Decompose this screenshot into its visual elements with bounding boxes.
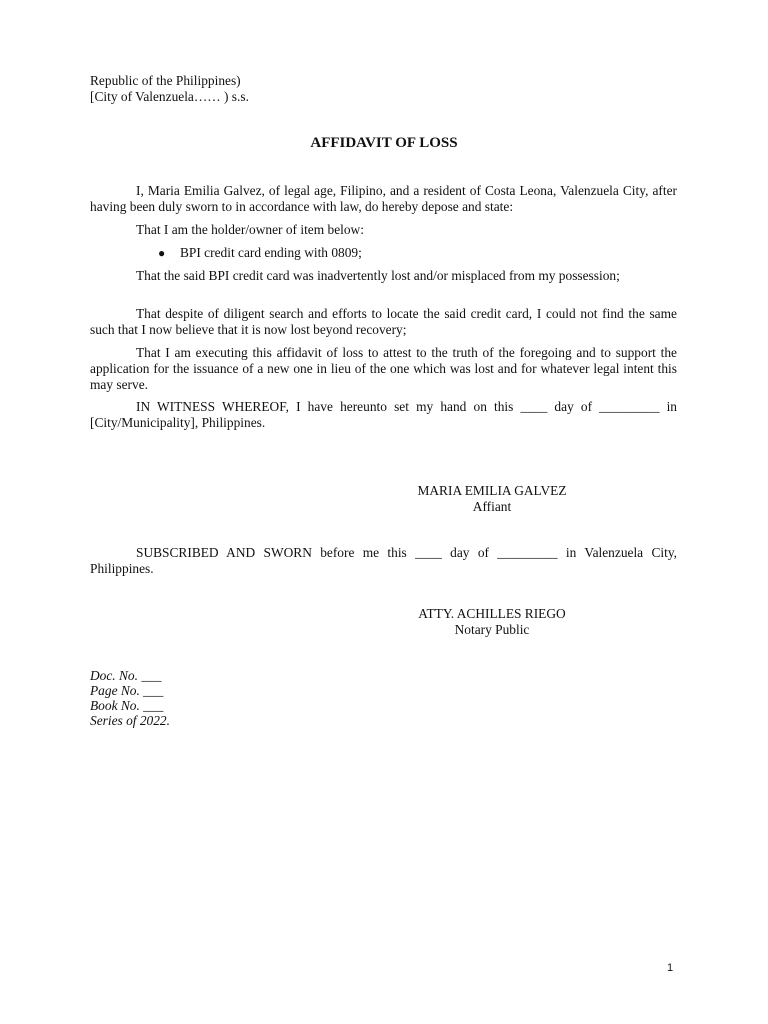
witness-paragraph: IN WITNESS WHEREOF, I have hereunto set my hand on this ____ day of _________ in [City/Municipality], Philippines. (90, 399, 677, 430)
venue-header (90, 73, 677, 105)
intro-paragraph: I, Maria Emilia Galvez, of legal age, Filipino, and a resident of Costa Leona, Valenzuela City, after having been duly sworn to in accordance with law, do hereby depose and state: (90, 183, 677, 214)
doc-number: Doc. No. ___ (90, 668, 162, 683)
holder-paragraph: That I am the holder/owner of item below: (136, 222, 364, 237)
bullet-item-text: BPI credit card ending with 0809; (180, 245, 362, 260)
book-number: Book No. ___ (90, 698, 164, 713)
venue-line-country: Republic of the Philippines) (90, 73, 241, 88)
document-title: AFFIDAVIT OF LOSS (310, 135, 458, 151)
notary-role: Notary Public (454, 622, 530, 637)
affiant-role: Affiant (472, 499, 512, 514)
lost-paragraph: That the said BPI credit card was inadvertently lost and/or misplaced from my possession; (136, 268, 620, 283)
affiant-signature-block (392, 483, 592, 515)
notarial-register (90, 668, 170, 728)
notary-name: ATTY. ACHILLES RIEGO (418, 606, 566, 621)
notary-signature-block (392, 606, 592, 638)
jurat-paragraph: SUBSCRIBED AND SWORN before me this ____ day of _________ in Valenzuela City, Philippines. (90, 545, 677, 576)
series-year: Series of 2022. (90, 713, 170, 728)
bullet-dot-icon: ● (158, 246, 166, 260)
venue-line-city: [City of Valenzuela…… ) s.s. (90, 89, 249, 104)
page-number-ref: Page No. ___ (90, 683, 164, 698)
search-paragraph: That despite of diligent search and efforts to locate the said credit card, I could not find the same such that I now believe that it is now lost beyond recovery; (90, 306, 677, 337)
page-number: 1 (667, 962, 674, 974)
purpose-paragraph: That I am executing this affidavit of loss to attest to the truth of the foregoing and to support the application for the issuance of a new one in lieu of the one which was lost and for whatever legal intent this may serve. (90, 345, 677, 392)
affiant-name: MARIA EMILIA GALVEZ (417, 483, 567, 498)
